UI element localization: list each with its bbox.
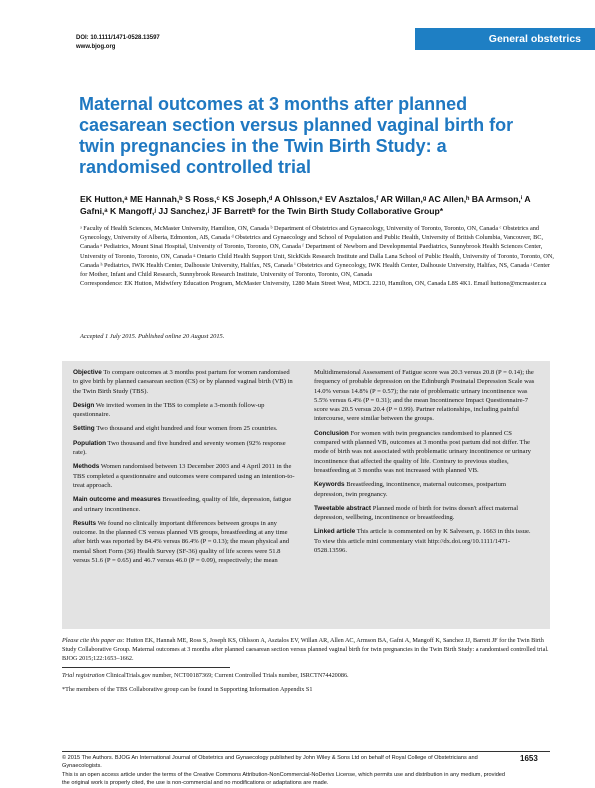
page-number: 1653	[520, 754, 538, 763]
abstract-tweetable: Tweetable abstract Planned mode of birth for twins doesn't affect maternal depression, wellbeing, incontinence or breastfeeding.	[314, 504, 519, 522]
notes-divider	[62, 667, 230, 668]
abstract-linked	[314, 527, 537, 555]
doi-block	[76, 34, 160, 52]
citation: Please cite this paper as: Hutton EK, Hannah ME, Ross S, Joseph KS, Ohlsson A, Asztalos EV, Willan AR, Allen AC, Armson BA, Gafni A, Mangoff K, Sanchez JJ, Barrett JF for the Twin Birth Study Collaborative Group. Maternal outcomes at 3 months after planned caesarean section versus planned vaginal birth for twin pregnancies in the Twin Birth Study: a randomised controlled trial. BJOG 2015;122:1653–1662.	[62, 637, 549, 663]
abstract-results-continued: Multidimensional Assessment of Fatigue score was 20.3 versus 20.8 (P = 0.14); the frequency of probable depression on the Edinburgh Postnatal Depression Scale was 14.0% versus 14.8% (P = 0.57); the rate of problematic urinary incontinence was 5.5% versus 6.4% (P = 0.31); and the mean Incontinence Impact Questionnaire-7 score was 20.5 versus 20.4 (P = 0.99). Partner relationships, including painful intercourse, were similar between the groups.	[314, 369, 535, 423]
abstract-population: Population Two thousand and five hundred and seventy women (92% response rate).	[73, 439, 286, 457]
citation-block	[62, 636, 550, 664]
conclusion-label: Conclusion	[314, 429, 349, 437]
doi-text: DOI: 10.1111/1471-0528.13597	[76, 35, 160, 41]
abstract-setting: Setting Two thousand and eight hundred and four women from 25 countries.	[73, 425, 278, 433]
affiliations-block	[80, 224, 555, 288]
abstract-right-column	[314, 368, 537, 629]
affiliations: ᵃ Faculty of Health Sciences, McMaster University, Hamilton, ON, Canada ᵇ Department of Obstetrics and Gynaecology, University of Toronto, Toronto, ON, Canada ᶜ Obstetrics and Gynecology, University of Alberta, Edmonton, AB, Canada ᵈ Obstetrics and Gynaecology and School of Population and Public Health, University of British Columbia, Vancouver, BC, Canada ᵉ Pediatrics, Mount Sinai Hospital, University of Toronto, Toronto, ON, Canada ᶠ Department of Newborn and Developmental Paediatrics, Sunnybrook Health Sciences Center, University of Toronto, Toronto, ON, Canada ᵍ Ontario Child Health Support Unit, SickKids Research Institute and Dalla Lana School of Public Health, University of Toronto, Toronto, ON, Canada ʰ Pediatrics, IWK Health Center, Dalhousie University, Halifax, NS, Canada ⁱ Obstetrics and Gynecology, IWK Health Center, Dalhousie University, Halifax, NS, Canada ʲ Center for Mother, Infant and Child Research, Sunnybrook Research Institute, University of Toronto, Toronto, ON, Canada	[80, 225, 554, 279]
copyright-line: © 2015 The Authors. BJOG An International Journal of Obstetrics and Gynaecology published by John Wiley & Sons Ltd on behalf of Royal College of Obstetricians and Gynaecologists.	[62, 755, 478, 770]
trial-label: Trial registration	[62, 672, 105, 679]
abstract-design: Design We invited women in the TBS to complete a 3-month follow-up questionnaire.	[73, 401, 265, 419]
abstract-methods: Methods Women randomised between 13 December 2003 and 4 April 2011 in the TBS completed a questionnaire and outcomes were compared using an intention-to-treat approach.	[73, 463, 295, 489]
license-line: This is an open access article under the terms of the Creative Commons Attribution-NonCommercial-NoDerivs License, which permits use and distribution in any medium, provided the original work is properly cited, the use is non-commercial and no modifications or adaptations are made.	[62, 771, 506, 787]
objective-label: Objective	[73, 369, 102, 376]
collaborative-note: *The members of the TBS Collaborative group can be found in Supporting Information Appendix S1	[62, 686, 313, 693]
results-label: Results	[73, 519, 97, 527]
linked-label: Linked article	[314, 528, 356, 536]
setting-label: Setting	[73, 425, 95, 433]
abstract-measures: Main outcome and measures Breastfeeding, quality of life, depression, fatigue and urinary incontinence.	[73, 496, 292, 513]
abstract-keywords: Keywords Breastfeeding, incontinence, maternal outcomes, postpartum depression, twin pregnancy.	[314, 481, 507, 498]
section-tab: General obstetrics	[415, 28, 595, 50]
population-label: Population	[73, 439, 107, 447]
abstract-conclusion: Conclusion For women with twin pregnancies randomised to planned CS compared with planned VB, outcomes at 3 months post partum did not differ. The mode of birth was not associated with problematic urinary incontinence or urinary incontinence that affected the quality of life. Contrary to previous studies, breastfeeding at 3 months was not increased with planned VB.	[314, 429, 531, 474]
design-label: Design	[73, 401, 95, 409]
article-title: Maternal outcomes at 3 months after planned caesarean section versus planned vaginal birth for twin pregnancies in the Twin Birth Study: a randomised controlled trial	[79, 94, 514, 177]
abstract-left-column	[73, 368, 296, 629]
abstract-objective: Objective To compare outcomes at 3 months post partum for women randomised to give birth by planned caesarean section (CS) or by planned vaginal birth (VB) in the Twin Birth Study (TBS).	[73, 369, 293, 395]
footer-divider	[62, 751, 550, 752]
correspondence: Correspondence: EK Hutton, Midwifery Education Program, McMaster University, 1280 Main Street West, MDCL 2210, Hamilton, ON, Canada L8S 4K1. Email huttone@mcmaster.ca	[80, 280, 547, 288]
abstract-box	[62, 361, 550, 629]
abstract-results: Results We found no clinically important differences between groups in any outcome. In the planned CS versus planned VB groups, breastfeeding at any time after birth was reported by 84.4% versus 86.4% (P = 0.13); the mean physical and mental Short Form (36) Health Survey (SF-36) quality of life scores were 51.8 versus 51.6 (P = 0.65) and 46.7 versus 46.0 (P = 0.09), respectively; the mean	[73, 519, 290, 565]
linked-article-link[interactable]: This article is commented on by K Salvesen, p. 1663 in this issue. To view this article mini commentary visit http://dx.doi.org/10.1111/1471-0528.13596.	[314, 528, 531, 555]
tweetable-label: Tweetable abstract	[314, 504, 372, 512]
accepted-date: Accepted 1 July 2015. Published online 20 August 2015.	[80, 333, 225, 340]
measures-label: Main outcome and measures	[73, 496, 161, 504]
license-footer	[62, 754, 512, 788]
methods-label: Methods	[73, 463, 100, 471]
notes-block	[62, 671, 550, 699]
keywords-label: Keywords	[314, 481, 345, 489]
author-list: EK Hutton,ᵃ ME Hannah,ᵇ S Ross,ᶜ KS Joseph,ᵈ A Ohlsson,ᵉ EV Asztalos,ᶠ AR Willan,ᵍ AC Allen,ʰ BA Armson,ⁱ A Gafni,ᵃ K Mangoff,ʲ JJ Sanchez,ʲ JF Barrettᵇ for the Twin Birth Study Collaborative Group*	[80, 194, 531, 216]
trial-registration: Trial registration ClinicalTrials.gov number, NCT00187369; Current Controlled Trials number, ISRCTN74420086.	[62, 672, 349, 679]
journal-url[interactable]: www.bjog.org	[76, 44, 116, 50]
citation-label: Please cite this paper as:	[62, 637, 125, 644]
